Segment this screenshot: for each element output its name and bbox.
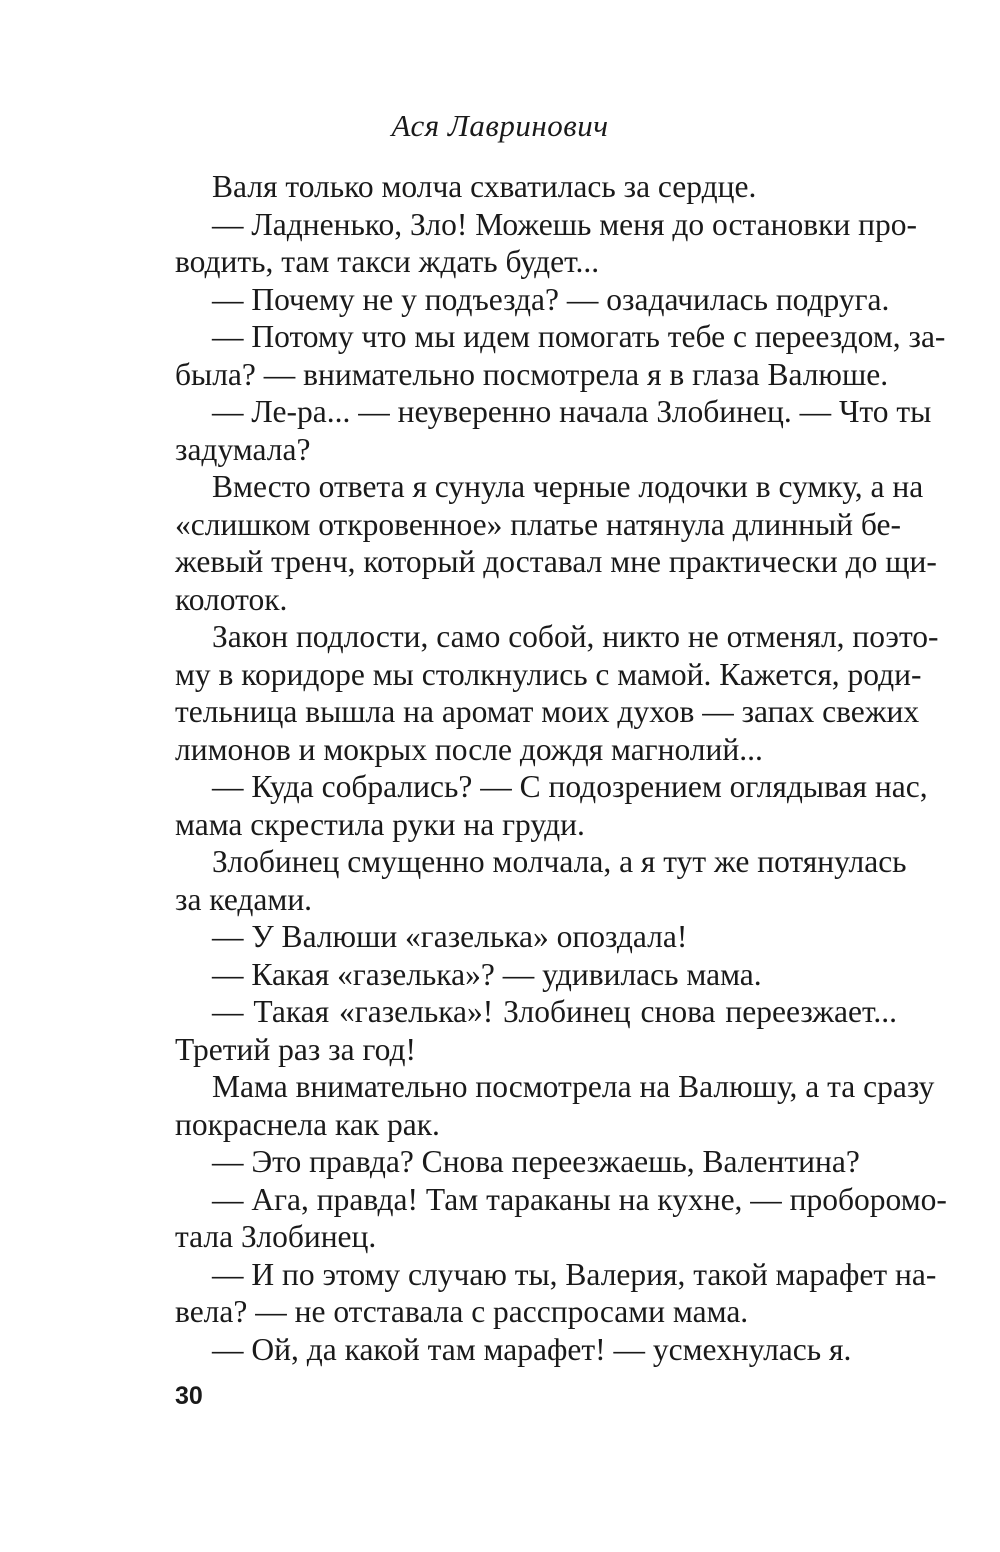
text-line: водить, там такси ждать будет... bbox=[175, 244, 600, 279]
text-line: — Почему не у подъезда? — озадачилась подруга. bbox=[212, 281, 890, 317]
text-line: задумала? bbox=[175, 431, 311, 467]
paragraph bbox=[175, 843, 907, 918]
text-line: — Ой, да какой там марафет! — усмехнулась я. bbox=[212, 1331, 852, 1367]
text-line: — Такая «газелька»! Злобинец снова переезжает... bbox=[212, 994, 897, 1029]
text-line: Закон подлости, само собой, никто не отменял, поэто- bbox=[212, 619, 939, 654]
text-line: Злобинец смущенно молчала, а я тут же потянулась bbox=[212, 844, 907, 879]
paragraph bbox=[175, 918, 897, 956]
paragraph bbox=[175, 1068, 935, 1143]
paragraph bbox=[175, 468, 937, 618]
text-line: за кедами. bbox=[175, 881, 313, 917]
paragraph bbox=[175, 393, 932, 468]
text-line: жевый тренч, который доставал мне практически до щи- bbox=[175, 544, 937, 579]
paragraph bbox=[175, 618, 939, 768]
text-line: Вместо ответа я сунула черные лодочки в сумку, а на bbox=[212, 469, 924, 504]
paragraph bbox=[175, 206, 918, 281]
text-line: лимонов и мокрых после дождя магнолий... bbox=[175, 731, 763, 767]
paragraph bbox=[175, 1256, 937, 1331]
paragraph bbox=[175, 281, 897, 319]
paragraph bbox=[175, 768, 928, 843]
text-line: мама скрестила руки на груди. bbox=[175, 806, 585, 842]
text-line: Мама внимательно посмотрела на Валюшу, а та сразу bbox=[212, 1069, 935, 1104]
text-line: тала Злобинец. bbox=[175, 1219, 377, 1254]
paragraph bbox=[175, 1181, 947, 1256]
text-line: му в коридоре мы столкнулись с мамой. Кажется, роди- bbox=[175, 656, 922, 692]
paragraph bbox=[175, 1331, 897, 1369]
paragraph bbox=[175, 956, 897, 994]
paragraph bbox=[175, 993, 897, 1068]
body-text bbox=[175, 168, 947, 1368]
text-line: — Ладненько, Зло! Можешь меня до остановки про- bbox=[212, 206, 918, 242]
text-line: — Потому что мы идем помогать тебе с переездом, за- bbox=[212, 319, 946, 354]
text-line: — Какая «газелька»? — удивилась мама. bbox=[212, 956, 762, 992]
text-line: колоток. bbox=[175, 581, 288, 617]
text-line: была? — внимательно посмотрела я в глаза Валюше. bbox=[175, 356, 889, 392]
text-line: — Ле-ра... — неуверенно начала Злобинец. — Что ты bbox=[212, 394, 932, 429]
text-line: «слишком откровенное» платье натянула длинный бе- bbox=[175, 506, 901, 542]
paragraph bbox=[175, 168, 897, 206]
paragraph bbox=[175, 318, 946, 393]
text-line: Третий раз за год! bbox=[175, 1031, 416, 1067]
text-line: Валя только молча схватилась за сердце. bbox=[212, 169, 757, 204]
page-number: 30 bbox=[175, 1382, 203, 1410]
text-line: — У Валюши «газелька» опоздала! bbox=[212, 919, 688, 954]
text-line: тельница вышла на аромат моих духов — запах свежих bbox=[175, 694, 920, 729]
text-line: вела? — не отставала с расспросами мама. bbox=[175, 1294, 749, 1329]
text-line: — Куда собрались? — С подозрением оглядывая нас, bbox=[212, 769, 928, 804]
text-line: — Это правда? Снова переезжаешь, Валентина? bbox=[212, 1144, 860, 1179]
text-line: — И по этому случаю ты, Валерия, такой марафет на- bbox=[212, 1256, 937, 1292]
text-line: — Ага, правда! Там тараканы на кухне, — проборомо- bbox=[212, 1181, 947, 1217]
text-line: покраснела как рак. bbox=[175, 1106, 440, 1142]
paragraph bbox=[175, 1143, 897, 1181]
running-head-author: Ася Лавринович bbox=[391, 108, 609, 143]
